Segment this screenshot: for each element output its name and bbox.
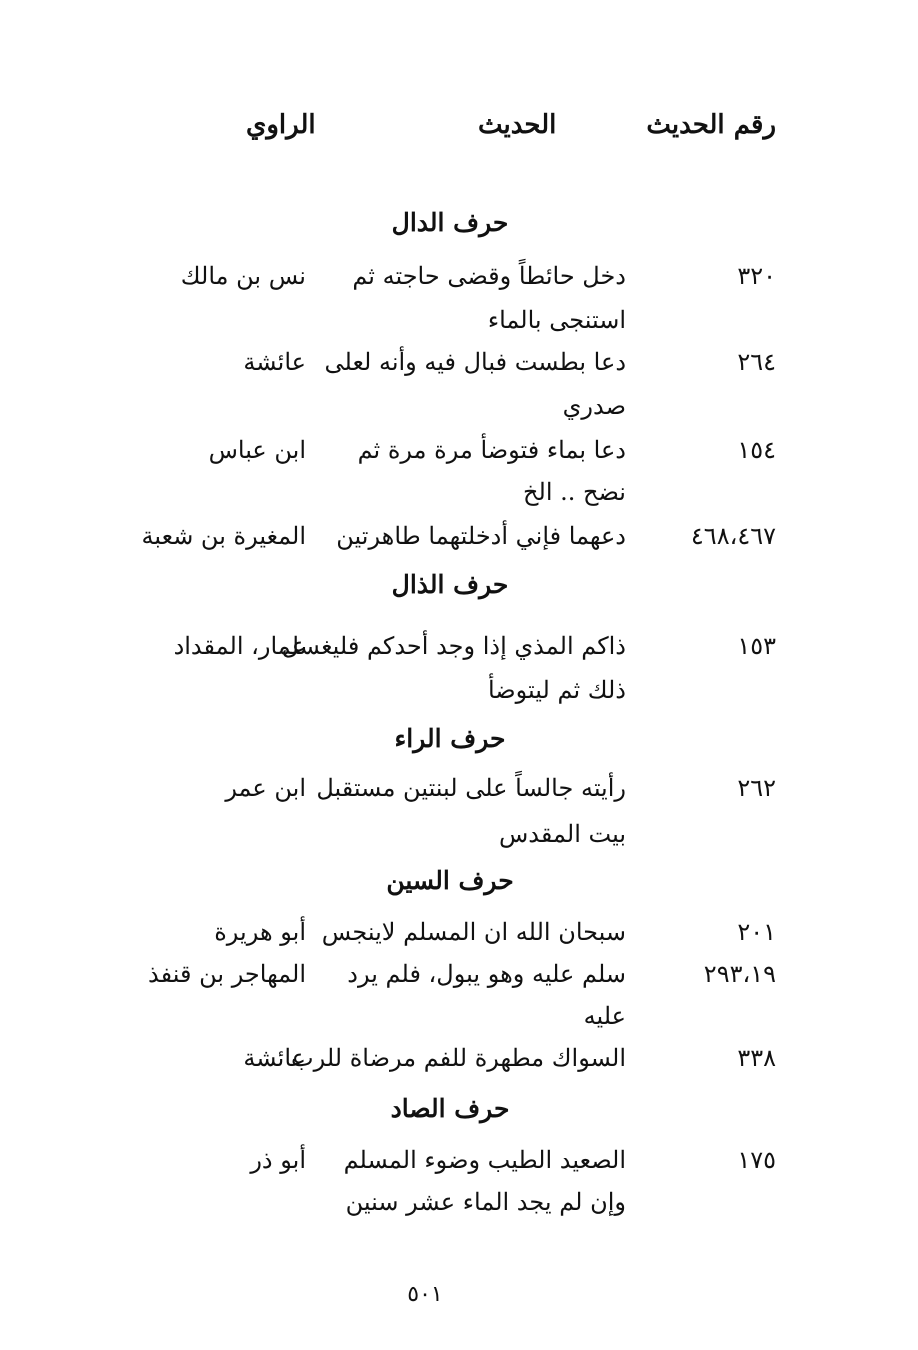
hadith-number: ١٥٤ [737, 436, 776, 464]
section-title: حرف الصاد [390, 1094, 510, 1123]
hadith-text-line: دخل حائطاً وقضى حاجته ثم [352, 262, 626, 290]
narrator: عائشة [243, 1044, 306, 1072]
hadith-text-line: استنجى بالماء [487, 306, 626, 334]
hadith-text-line: ذاكم المذي إذا وجد أحدكم فليغسل [281, 632, 626, 660]
hadith-number: ٣٣٨ [737, 1044, 776, 1072]
narrator: ابن عباس [208, 436, 306, 464]
narrator: أبو ذر [250, 1146, 306, 1174]
header-hadith-number: رقم الحديث [646, 110, 776, 140]
hadith-number: ٤٦٨،٤٦٧ [690, 522, 776, 550]
narrator: ابن عمر [225, 774, 306, 802]
hadith-number: ٢٦٤ [737, 348, 776, 376]
hadith-number: ٣٢٠ [737, 262, 776, 290]
section-title: حرف الدال [391, 208, 509, 237]
hadith-text-line: دعهما فإني أدخلتهما طاهرتين [336, 522, 626, 550]
hadith-text-line: وإن لم يجد الماء عشر سنين [345, 1188, 626, 1216]
header-narrator: الراوي [246, 110, 316, 140]
header-hadith: الحديث [478, 110, 557, 140]
hadith-number: ٢٦٢ [737, 774, 776, 802]
narrator: أبو هريرة [214, 918, 306, 946]
hadith-text-line: رأيته جالساً على لبنتين مستقبل [316, 774, 626, 802]
hadith-text-line: نضح .. الخ [523, 478, 626, 506]
hadith-number: ١٥٣ [737, 632, 776, 660]
hadith-number: ٢٩٣،١٩ [703, 960, 776, 988]
section-title: حرف الراء [394, 724, 506, 753]
narrator: عائشة [243, 348, 306, 376]
hadith-text-line: دعا بطست فبال فيه وأنه لعلى [324, 348, 626, 376]
narrator: عمار، المقداد [173, 632, 306, 660]
hadith-text-line: سلم عليه وهو يبول، فلم يرد [347, 960, 626, 988]
hadith-text-line: ذلك ثم ليتوضأ [487, 676, 626, 704]
hadith-number: ٢٠١ [737, 918, 776, 946]
hadith-text-line: دعا بماء فتوضأ مرة مرة ثم [357, 436, 626, 464]
hadith-text-line: الصعيد الطيب وضوء المسلم [343, 1146, 626, 1174]
hadith-number: ١٧٥ [737, 1146, 776, 1174]
narrator: نس بن مالك [180, 262, 306, 290]
narrator: المغيرة بن شعبة [141, 522, 306, 550]
narrator: المهاجر بن قنفذ [148, 960, 306, 988]
hadith-text-line: صدري [562, 392, 626, 420]
hadith-text-line: السواك مطهرة للفم مرضاة للرب [290, 1044, 626, 1072]
hadith-text-line: عليه [583, 1002, 626, 1030]
section-title: حرف الذال [391, 570, 509, 599]
hadith-text-line: بيت المقدس [498, 820, 626, 848]
hadith-text-line: سبحان الله ان المسلم لاينجس [321, 918, 626, 946]
page-number: ٥٠١ [407, 1282, 443, 1307]
section-title: حرف السين [386, 866, 514, 895]
